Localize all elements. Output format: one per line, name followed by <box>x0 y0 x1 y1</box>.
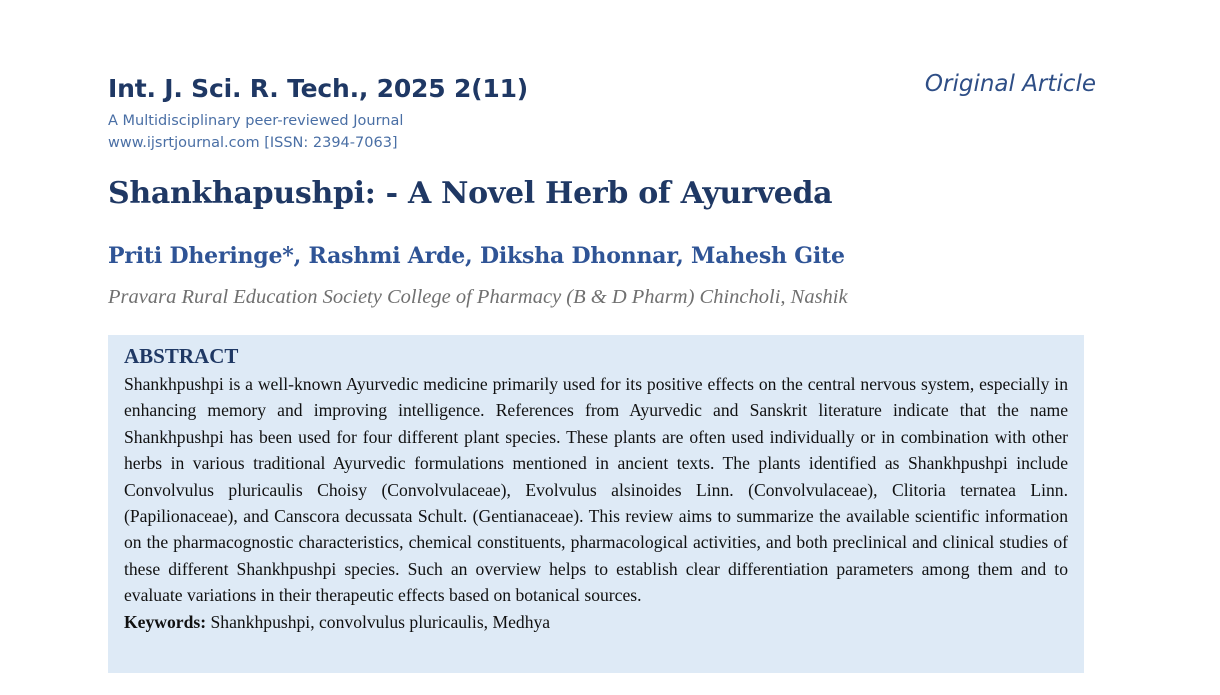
article-type-label: Original Article <box>924 71 1096 97</box>
journal-title: Int. J. Sci. R. Tech., 2025 2(11) <box>108 74 528 103</box>
paper-affiliation: Pravara Rural Education Society College of Pharmacy (B & D Pharm) Chincholi, Nashik <box>108 286 848 308</box>
paper-authors: Priti Dheringe*, Rashmi Arde, Diksha Dhonnar, Mahesh Gite <box>108 243 845 269</box>
abstract-heading: ABSTRACT <box>124 344 239 368</box>
journal-url[interactable]: www.ijsrtjournal.com [ISSN: 2394-7063] <box>108 135 398 151</box>
abstract-text: Shankhpushpi is a well-known Ayurvedic medicine primarily used for its positive effects on the central nervous system, especially in enhancing memory and improving intelligence. References from Ayurvedic and Sanskrit literature indicate that the name Shankhpushpi has been used for four different plant species. These plants are often used individually or in combination with other herbs in various traditional Ayurvedic formulations mentioned in ancient texts. The plants identified as Shankhpushpi include Convolvulus pluricaulis Choisy (Convolvulaceae), Evolvulus alsinoides Linn. (Convolvulaceae), Clitoria ternatea Linn. (Papilionaceae), and Canscora decussata Schult. (Gentianaceae). This review aims to summarize the available scientific information on the pharmacognostic characteristics, chemical constituents, pharmacological activities, and both preclinical and clinical studies of these different Shankhpushpi species. Such an overview helps to establish clear differentiation parameters among them and to evaluate variations in their therapeutic effects based on botanical sources. <box>124 374 1068 606</box>
keywords-value: Shankhpushpi, convolvulus pluricaulis, Medhya <box>206 611 551 632</box>
journal-description: A Multidisciplinary peer-reviewed Journal <box>108 113 404 129</box>
paper-title: Shankhapushpi: - A Novel Herb of Ayurveda <box>108 176 833 211</box>
keywords-label: Keywords: <box>124 611 207 632</box>
keywords-line <box>124 609 1068 635</box>
abstract-box <box>108 335 1084 673</box>
